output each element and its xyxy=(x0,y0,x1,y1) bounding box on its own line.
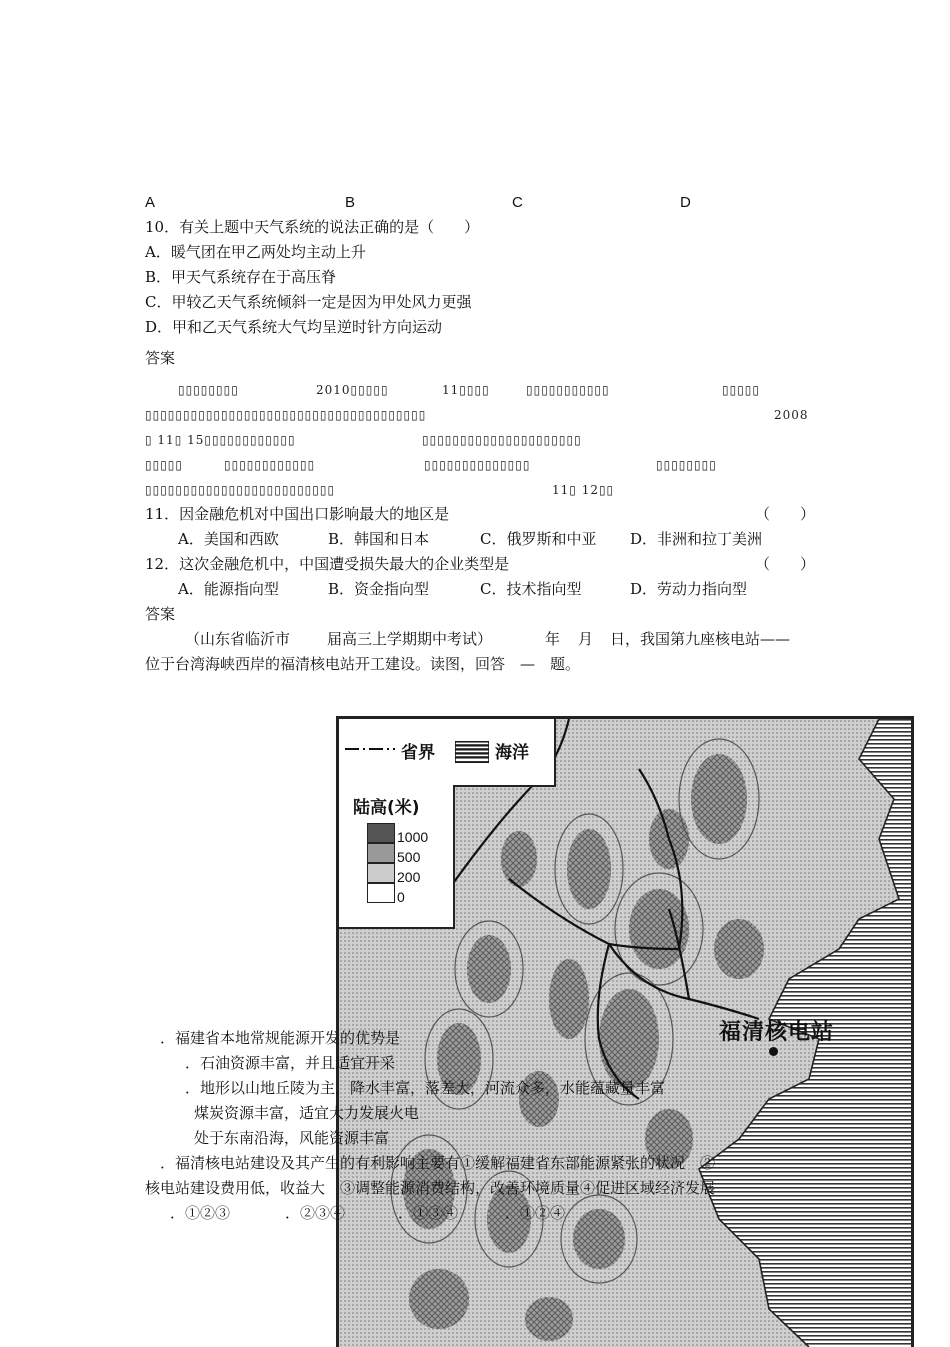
map-legend-elevation xyxy=(339,785,455,929)
option-header-c: C xyxy=(512,194,523,211)
garbled-text: ▯▯▯▯▯▯▯▯▯▯▯▯▯▯▯▯▯▯▯▯▯▯▯▯▯▯▯▯▯▯▯▯▯▯▯▯▯ xyxy=(145,408,427,422)
intro-source: （山东省临沂市 xyxy=(185,630,291,648)
fuqing-station-marker xyxy=(769,1047,778,1056)
question-10-stem: 10．有关上题中天气系统的说法正确的是（ ） xyxy=(145,218,480,236)
border-line-symbol xyxy=(345,744,395,754)
garbled-text: ▯▯▯▯▯ xyxy=(722,383,761,397)
question-11-stem: 11．因金融危机对中国出口影响最大的地区是 xyxy=(145,505,450,523)
intro-exam: 届高三上学期期中考试） xyxy=(327,630,493,648)
garbled-text: ▯▯▯▯▯▯▯▯▯▯▯▯▯▯ xyxy=(424,458,531,472)
legend-elevation-title: 陆高(米) xyxy=(353,798,420,818)
question-12-option-d: D．劳动力指向型 xyxy=(630,580,748,598)
question-14-stem-2: 核电站建设费用低，收益大 ③调整能源消费结构，改善环境质量④促进区域经济发展 xyxy=(145,1179,716,1197)
question-10-option-a: A．暖气团在甲乙两处均主动上升 xyxy=(145,243,366,261)
elevation-label-0: 0 xyxy=(397,889,405,905)
fujian-terrain-map xyxy=(336,716,914,1347)
option-header-a: A xyxy=(145,194,156,211)
option-header-b: B xyxy=(345,194,356,211)
garbled-text: ▯▯▯▯▯▯▯▯▯▯▯▯ xyxy=(224,458,316,472)
question-13-option-d: 处于东南沿海，风能资源丰富 xyxy=(194,1129,390,1147)
intro-year: 年 xyxy=(545,630,561,648)
question-13-option-b: ．地形以山地丘陵为主，降水丰富，落差大，河流众多，水能蕴藏量丰富 xyxy=(185,1079,666,1097)
ocean-symbol xyxy=(455,741,489,763)
elevation-swatch-200 xyxy=(367,863,395,883)
question-11-paren: （ ） xyxy=(755,505,816,523)
garbled-text: ▯▯▯▯▯▯▯▯▯▯▯▯▯▯▯▯▯▯▯▯▯▯▯▯▯ xyxy=(145,483,336,497)
elevation-label-200: 200 xyxy=(397,869,421,885)
legend-ocean-label: 海洋 xyxy=(495,743,529,763)
elevation-swatch-500 xyxy=(367,843,395,863)
question-12-paren: （ ） xyxy=(755,555,816,573)
question-13-stem: ．福建省本地常规能源开发的优势是 xyxy=(160,1029,401,1047)
question-10-option-d: D．甲和乙天气系统大气均呈逆时针方向运动 xyxy=(145,318,443,336)
garbled-text: ▯▯▯▯▯ xyxy=(145,458,184,472)
question-10-option-c: C．甲较乙天气系统倾斜一定是因为甲处风力更强 xyxy=(145,293,472,311)
intro-rest: 日，我国第九座核电站—— xyxy=(610,630,791,648)
garbled-text: 11▯ 12▯▯ xyxy=(552,483,615,497)
question-14-option-a: ．①②③ xyxy=(170,1204,231,1222)
question-12-option-a: A．能源指向型 xyxy=(178,580,279,598)
garbled-text: ▯ 11▯ 15▯▯▯▯▯▯▯▯▯▯▯▯ xyxy=(145,433,296,447)
question-11-option-c: C．俄罗斯和中亚 xyxy=(480,530,597,548)
elevation-swatch-0 xyxy=(367,883,395,903)
question-10-option-b: B．甲天气系统存在于高压脊 xyxy=(145,268,337,286)
question-12-option-b: B．资金指向型 xyxy=(328,580,430,598)
answer-label-1: 答案 xyxy=(145,349,176,367)
intro-month: 月 xyxy=(578,630,594,648)
option-header-d: D xyxy=(680,194,691,211)
fuqing-station-label: 福清核电站 xyxy=(719,1020,835,1045)
question-13-option-c: 煤炭资源丰富，适宜大力发展火电 xyxy=(194,1104,420,1122)
intro-line-2: 位于台湾海峡西岸的福清核电站开工建设。读图，回答 — 题。 xyxy=(145,655,581,673)
garbled-text: ▯▯▯▯▯▯▯▯ xyxy=(656,458,717,472)
question-14-stem: ．福清核电站建设及其产生的有利影响主要有①缓解福建省东部能源紧张的状况 ② xyxy=(160,1154,716,1172)
question-12-stem: 12．这次金融危机中，中国遭受损失最大的企业类型是 xyxy=(145,555,510,573)
elevation-label-500: 500 xyxy=(397,849,421,865)
question-13-option-a: ．石油资源丰富，并且适宜开采 xyxy=(185,1054,396,1072)
garbled-text: ▯▯▯▯▯▯▯▯ xyxy=(178,383,239,397)
answer-label-2: 答案 xyxy=(145,605,176,623)
map-legend-header xyxy=(339,719,556,787)
garbled-text: 2008 xyxy=(774,408,809,422)
question-11-option-b: B．韩国和日本 xyxy=(328,530,430,548)
garbled-text: 2010▯▯▯▯▯ xyxy=(316,383,389,397)
question-12-option-c: C．技术指向型 xyxy=(480,580,582,598)
question-11-option-d: D．非洲和拉丁美洲 xyxy=(630,530,763,548)
garbled-text: 11▯▯▯▯ xyxy=(442,383,490,397)
question-11-option-a: A．美国和西欧 xyxy=(178,530,279,548)
garbled-text: ▯▯▯▯▯▯▯▯▯▯▯▯▯▯▯▯▯▯▯▯▯ xyxy=(422,433,582,447)
elevation-label-1000: 1000 xyxy=(397,829,429,845)
elevation-swatch-1000 xyxy=(367,823,395,843)
question-14-option-c: ．①③④ xyxy=(398,1204,459,1222)
question-14-option-d: ．①②④ xyxy=(505,1204,566,1222)
garbled-text: ▯▯▯▯▯▯▯▯▯▯▯ xyxy=(526,383,610,397)
question-14-option-b: ．②③④ xyxy=(285,1204,346,1222)
legend-border-label: 省界 xyxy=(401,743,435,763)
